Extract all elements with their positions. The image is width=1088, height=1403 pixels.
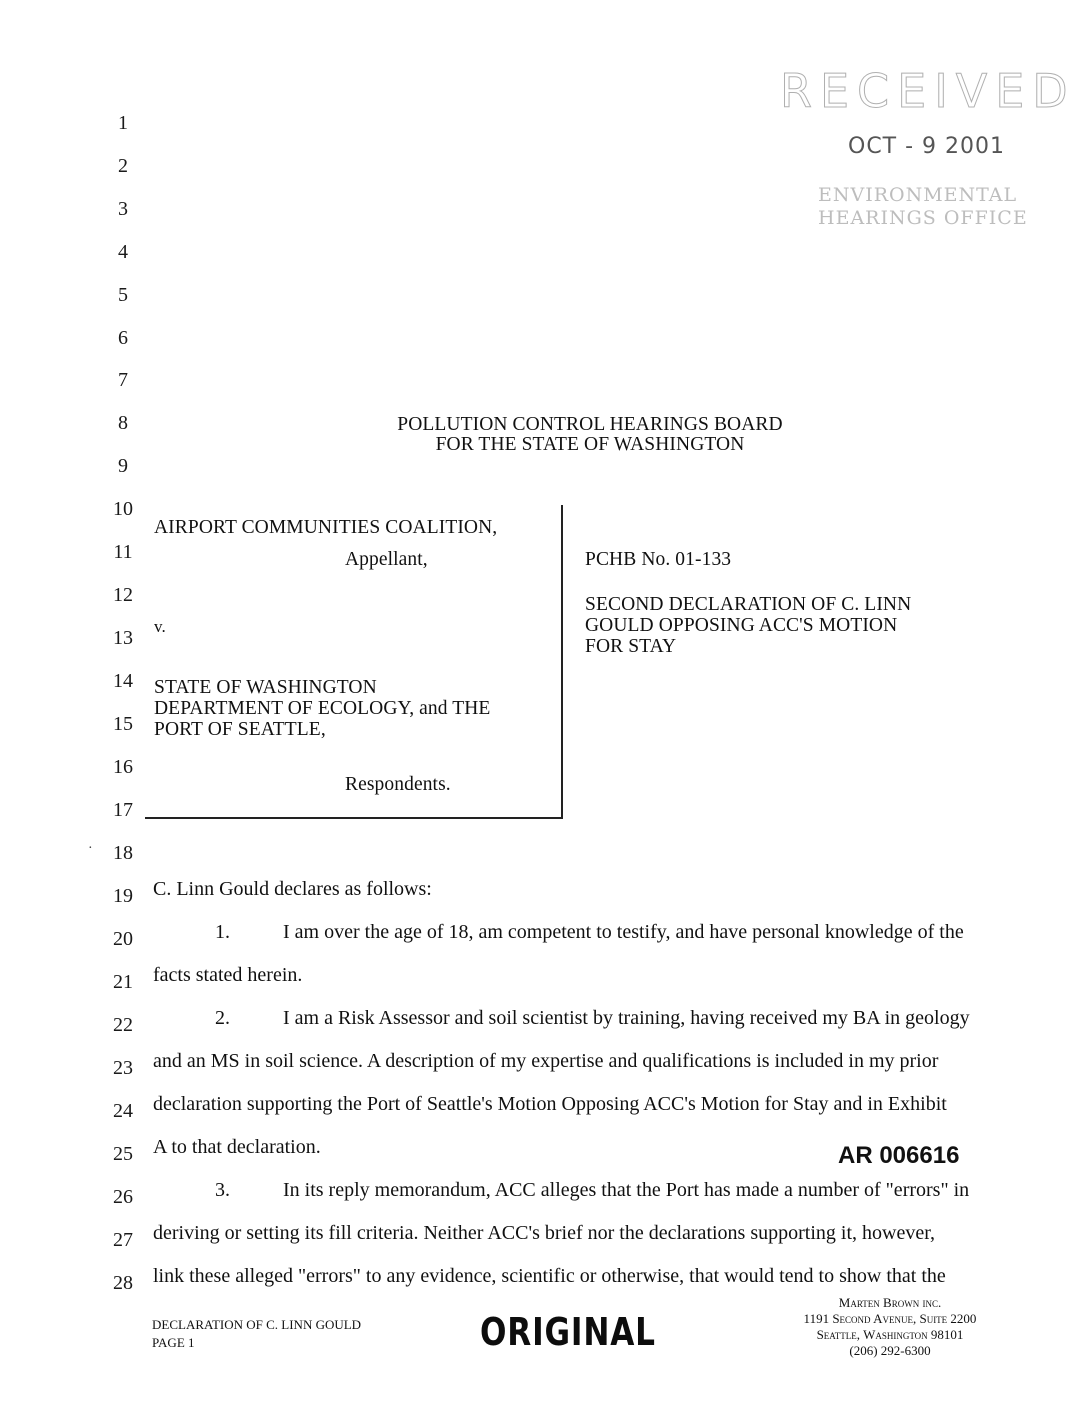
intro-line: C. Linn Gould declares as follows:: [153, 878, 432, 900]
received-stamp-office-2: HEARINGS OFFICE: [818, 207, 1028, 229]
footer-page: PAGE 1: [152, 1335, 195, 1350]
appellant-role: Appellant,: [345, 549, 428, 570]
paragraph-number: 3.: [215, 1179, 230, 1201]
line-number: 19: [113, 885, 133, 907]
footer-left: [152, 1317, 361, 1351]
original-stamp: ORIGINAL: [480, 1310, 656, 1354]
footer-firm: [760, 1295, 1020, 1359]
bates-number: AR 006616: [838, 1142, 960, 1169]
line-number: 6: [118, 327, 128, 349]
firm-address-2: Seattle, Washington 98101: [816, 1327, 964, 1342]
paragraph-number: 1.: [215, 921, 230, 943]
line-number: 11: [113, 541, 133, 563]
line-number: 15: [113, 713, 133, 735]
received-stamp-office-1: ENVIRONMENTAL: [818, 184, 1018, 206]
line-number: 14: [113, 670, 133, 692]
line-number: 18: [113, 842, 133, 864]
respondent-role: Respondents.: [345, 774, 451, 795]
line-number: 2: [118, 155, 128, 177]
paragraph-first-line: I am over the age of 18, am competent to testify, and have personal knowledge of the: [283, 921, 964, 943]
line-number: 7: [118, 369, 128, 391]
line-number: 20: [113, 928, 133, 950]
received-stamp-word: RECEIVED: [780, 64, 1076, 118]
versus: v.: [154, 617, 166, 636]
line-number: 21: [113, 971, 133, 993]
line-number: 1: [118, 112, 128, 134]
line-number: 17: [113, 799, 133, 821]
footer-doc-title: DECLARATION OF C. LINN GOULD: [152, 1317, 362, 1332]
respondent-line-3: PORT OF SEATTLE,: [154, 719, 326, 740]
paragraph-line: deriving or setting its fill criteria. Neither ACC's brief nor the declarations supporting it, however,: [153, 1222, 936, 1244]
received-stamp-date: OCT - 9 2001: [848, 134, 1006, 159]
line-number: 5: [118, 284, 128, 306]
paragraph-line: link these alleged "errors" to any evidence, scientific or otherwise, that would tend to show that the: [153, 1265, 946, 1287]
firm-phone: (206) 292-6300: [849, 1343, 931, 1358]
court-jurisdiction: FOR THE STATE OF WASHINGTON: [435, 434, 745, 455]
paragraph-line: A to that declaration.: [153, 1136, 321, 1158]
line-number: 24: [113, 1100, 133, 1122]
paragraph-line: and an MS in soil science. A description of my expertise and qualifications is included in my prior: [153, 1050, 939, 1072]
line-number: 25: [113, 1143, 133, 1165]
case-number: PCHB No. 01-133: [585, 549, 732, 570]
firm-address-1: 1191 Second Avenue, Suite 2200: [803, 1311, 977, 1326]
line-number: 27: [113, 1229, 133, 1251]
line-number: 16: [113, 756, 133, 778]
document-title-line-3: FOR STAY: [585, 636, 677, 657]
line-number: 10: [113, 498, 133, 520]
paragraph-first-line: In its reply memorandum, ACC alleges that the Port has made a number of "errors" in: [283, 1179, 970, 1201]
line-number: 26: [113, 1186, 133, 1208]
appellant-name: AIRPORT COMMUNITIES COALITION,: [154, 517, 498, 538]
document-title-line-2: GOULD OPPOSING ACC'S MOTION: [585, 615, 898, 636]
line-number: 12: [113, 584, 133, 606]
caption-left: [145, 505, 563, 819]
firm-name: Marten Brown inc.: [838, 1295, 942, 1310]
line-number: 28: [113, 1272, 133, 1294]
paragraph-line: declaration supporting the Port of Seattle's Motion Opposing ACC's Motion for Stay and in Exhibit: [153, 1093, 947, 1115]
line-number: 4: [118, 241, 128, 263]
document-title-line-1: SECOND DECLARATION OF C. LINN: [585, 594, 912, 615]
line-number: 23: [113, 1057, 133, 1079]
respondent-line-1: STATE OF WASHINGTON: [154, 677, 377, 698]
line-number: 3: [118, 198, 128, 220]
court-name: POLLUTION CONTROL HEARINGS BOARD: [397, 414, 783, 435]
stray-dot: ·: [88, 841, 93, 856]
paragraph-number: 2.: [215, 1007, 230, 1029]
respondent-line-2: DEPARTMENT OF ECOLOGY, and THE: [154, 698, 491, 719]
received-stamp: [770, 64, 1076, 244]
paragraph-line: facts stated herein.: [153, 964, 303, 986]
line-number: 9: [118, 455, 128, 477]
court-heading: [340, 415, 840, 455]
paragraph-first-line: I am a Risk Assessor and soil scientist by training, having received my BA in geology: [283, 1007, 970, 1029]
line-number: 13: [113, 627, 133, 649]
line-number: 8: [118, 412, 128, 434]
line-number: 22: [113, 1014, 133, 1036]
